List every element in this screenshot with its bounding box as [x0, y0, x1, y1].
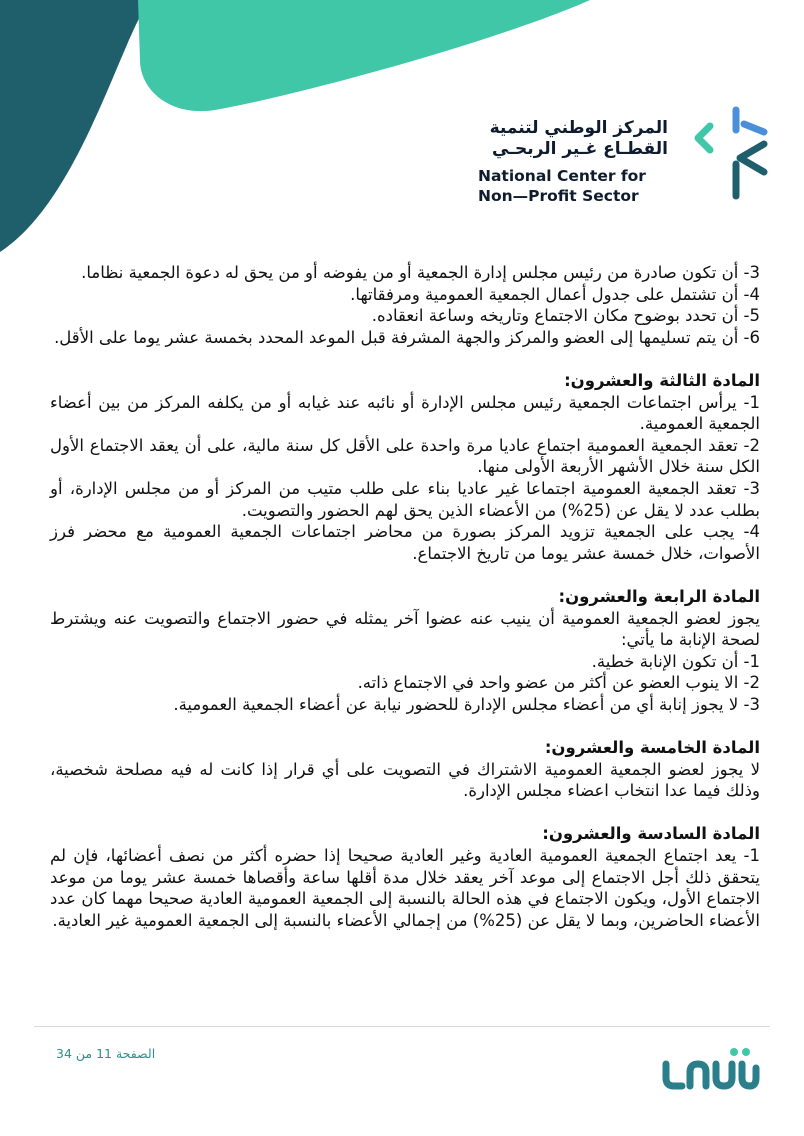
- brand-glyph-2: [690, 1064, 706, 1086]
- logo-en-line-1: National Center for: [478, 167, 646, 185]
- article-23-title: المادة الثالثة والعشرون:: [564, 370, 760, 390]
- logo-ar-line-1: المركز الوطني لتنمية: [489, 118, 668, 138]
- brand-glyph-1: [666, 1064, 682, 1086]
- article-24-title: المادة الرابعة والعشرون:: [558, 586, 760, 606]
- ncnp-logo: [478, 100, 778, 210]
- logo-english-name: [478, 166, 678, 206]
- mark-chevron: [740, 144, 764, 172]
- clause-6: 6- أن يتم تسليمها إلى العضو والمركز والجهة المشرفة قبل الموعد المحدد بخمسة عشر يوما على الأقل.: [54, 327, 760, 347]
- logo-arabic-name: [468, 118, 668, 160]
- teal-wedge-shape: [0, 0, 150, 252]
- mint-wave-shape: [138, 0, 590, 111]
- article-24-item: 3- لا يجوز إنابة أي من أعضاء مجلس الإدارة للحضور نيابة عن أعضاء الجمعية العمومية.: [173, 694, 760, 714]
- article-23-item: 4- يجب على الجمعية تزويد المركز بصورة من محاضر اجتماعات الجمعية العمومية مع محضر فرز الأصوات، خلال خمسة عشر يوما من تاريخ الاجتماع.: [50, 522, 760, 563]
- article-26-title: المادة السادسة والعشرون:: [542, 824, 760, 844]
- article-24-item: 2- الا ينوب العضو عن أكثر من عضو واحد في الاجتماع ذاته.: [357, 673, 760, 693]
- article-26-text: 1- يعد اجتماع الجمعية العمومية العادية وغير العادية صحيحا إذا حضره أكثر من نصف أعضائها، فإن لم يتحقق ذلك أجل الاجتماع إلى موعد آخر يعقد خلال مدة أقلها ساعة وأقصاها خمسة عشر يوما من موعد الاجتماع الأول، ويكون الاجتماع في هذه الحالة بالنسبة إلى الجمعية العمومية العادية صحيحا مهما كان عدد الأعضاء الحاضرين، وبما لا يقل عن (25%) من إجمالي الأعضاء بالنسبة إلى الجمعية العمومية غير العادية.: [50, 846, 760, 930]
- clause-3: 3- أن تكون صادرة من رئيس مجلس إدارة الجمعية أو من يفوضه أو من يحق له دعوة الجمعية نظاما.: [81, 263, 760, 282]
- article-24-item: 1- أن تكون الإنابة خطية.: [591, 651, 760, 671]
- logo-ar-line-2: القطـاع غـير الربحـي: [491, 139, 668, 159]
- clause-4: 4- أن تشتمل على جدول أعمال الجمعية العمومية ومرفقاتها.: [350, 284, 760, 304]
- footer-divider: [34, 1026, 770, 1027]
- logo-en-line-2: Non—Profit Sector: [478, 187, 639, 205]
- brand-dot-1: [730, 1048, 738, 1056]
- mark-arrow-right: [744, 124, 764, 132]
- article-25-text: لا يجوز لعضو الجمعية العمومية الاشتراك في التصويت على أي قرار إذا كانت له فيه مصلحة شخصية، وذلك فيما عدا انتخاب اعضاء مجلس الإدارة.: [50, 759, 760, 801]
- brand-glyph-3: [716, 1064, 732, 1086]
- brand-glyph-4: [742, 1064, 756, 1086]
- article-23-item: 1- يرأس اجتماعات الجمعية رئيس مجلس الإدارة أو نائبه عند غيابه أو من يكلفه المركز من بين أعضاء الجمعية العمومية.: [50, 392, 760, 434]
- nooun-logo-icon: [660, 1044, 760, 1092]
- mark-arrow-left: [698, 126, 710, 150]
- ncnp-mark-icon: [694, 100, 778, 204]
- document-body: [50, 262, 760, 931]
- brand-dot-2: [742, 1048, 750, 1056]
- page-number: الصفحة 11 من 34: [56, 1046, 156, 1061]
- article-24-lead: يجوز لعضو الجمعية العمومية أن ينيب عنه عضوا آخر يمثله في حضور الاجتماع والتصويت عنه ويشترط لصحة الإنابة ما يأتي:: [50, 608, 760, 650]
- article-23-item: 3- تعقد الجمعية العمومية اجتماعا غير عاديا بناء على طلب متيب من المركز أو من مجلس الإدارة، أو بطلب عدد لا يقل عن (25%) من الأعضاء الذين يحق لهم الحضور والتصويت.: [50, 478, 760, 520]
- clause-5: 5- أن تحدد بوضوح مكان الاجتماع وتاريخه وساعة انعقاده.: [371, 306, 760, 326]
- article-25-title: المادة الخامسة والعشرون:: [544, 738, 760, 758]
- article-23-item: 2- تعقد الجمعية العمومية اجتماع عاديا مرة واحدة على الأقل كل سنة مالية، على أن يعقد الاجتماع الأول الكل سنة خلال الأشهر الأربعة الأولى منها.: [50, 435, 760, 477]
